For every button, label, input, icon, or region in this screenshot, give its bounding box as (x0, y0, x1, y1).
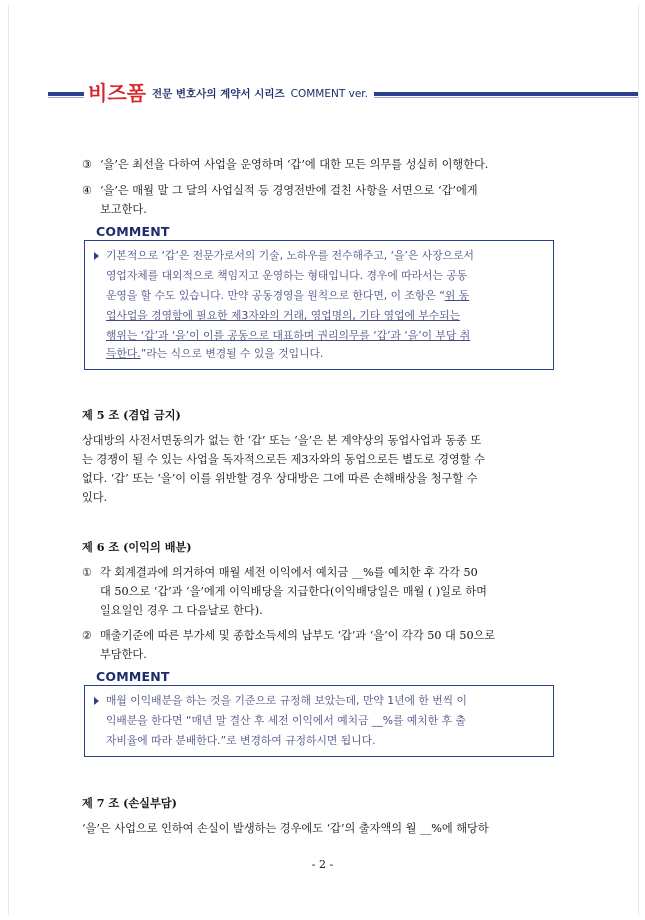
article-6-item-1-cont: 대 50으로 ‘갑’과 ‘을’에게 이익배당을 지급한다(이익배당일은 매월 ( )일로 하며 (100, 585, 487, 598)
article-6-item-2-cont: 부담한다. (100, 648, 147, 661)
article-6-item-1 (82, 563, 478, 583)
article-5-line: 있다. (82, 491, 108, 504)
comment-line: 자비율에 따라 분배한다.”로 변경하여 규정하시면 됩니다. (106, 734, 376, 747)
clause-4-cont: 보고한다. (100, 203, 147, 216)
article-7-line: ‘을’은 사업으로 인하여 손실이 발생하는 경우에도 ‘갑’의 출자액의 월 __%에 해당하 (82, 822, 489, 835)
article-5-line: 없다. ‘갑’ 또는 ‘을’이 이를 위반할 경우 상대방은 그에 따른 손해배상을 청구할 수 (82, 472, 478, 485)
series-title: 전문 변호사의 계약서 시리즈 (151, 88, 285, 100)
article-5-line: 는 경쟁이 될 수 있는 사업을 독자적으로든 제3자와의 동업으로든 별도로 경영할 수 (82, 453, 485, 466)
clause-number: ③ (82, 158, 93, 171)
comment-line: 영업자체를 대외적으로 책임지고 운영하는 형태입니다. 경우에 따라서는 공동 (106, 269, 468, 282)
comment-line (106, 286, 469, 306)
comment-text: 운영을 할 수도 있습니다. 만약 공동경영을 원칙으로 한다면, 이 조항은 “ (106, 289, 445, 302)
clause-text: ‘을’은 매월 말 그 달의 사업실적 등 경영전반에 걸친 사항을 서면으로 ‘갑’에게 (100, 184, 478, 197)
bullet-arrow-icon (94, 697, 99, 705)
comment-underlined-text: 득한다. (106, 347, 141, 360)
comment-underlined-line: 업사업을 경영함에 필요한 제3자와의 거래, 영업명의, 기타 영업에 부수되는 (106, 309, 461, 322)
comment-line (106, 344, 323, 364)
version-label: COMMENT ver. (290, 88, 368, 100)
comment-line: 매월 이익배분을 하는 것을 기준으로 규정해 보았는데, 만약 1년에 한 번씩 이 (106, 694, 467, 707)
comment-line: 기본적으로 ‘갑’은 전문가로서의 기술, 노하우를 전수해주고, ‘을’은 사장으로서 (106, 249, 474, 262)
clause-3 (82, 155, 488, 175)
article-5-line: 상대방의 사전서면동의가 없는 한 ‘갑’ 또는 ‘을’은 본 계약상의 동업사업과 동종 또 (82, 434, 482, 447)
comment-line: 익배분을 한다면 “매년 말 결산 후 세전 이익에서 예치금 __%를 예치한 후 출 (106, 714, 466, 727)
header (84, 80, 374, 104)
brand-logo: 비즈폼 (88, 81, 146, 105)
comment-text: ”라는 식으로 변경될 수 있을 것입니다. (140, 347, 324, 360)
clause-4 (82, 181, 478, 201)
page-number: - 2 - (311, 858, 334, 871)
comment-underlined-text: 위 동 (444, 289, 470, 302)
comment-underlined-line: 행위는 ‘갑’과 ‘을’이 이를 공동으로 대표하며 권리의무를 ‘갑’과 ‘을’이 부담 취 (106, 329, 471, 342)
bullet-arrow-icon (94, 252, 99, 260)
article-5-title: 제 5 조 (겸업 금지) (82, 408, 181, 422)
clause-text: ‘을’은 최선을 다하여 사업을 운영하며 ‘갑’에 대한 모든 의무를 성실히 이행한다. (100, 158, 489, 171)
clause-number: ② (82, 629, 93, 642)
article-6-item-2 (82, 626, 495, 646)
clause-text: 각 회계결과에 의거하여 매월 세전 이익에서 예치금 __%를 예치한 후 각각 50 (100, 566, 478, 579)
article-6-item-1-cont: 일요일인 경우 그 다음날로 한다). (100, 604, 263, 617)
clause-number: ① (82, 566, 93, 579)
article-7-title: 제 7 조 (손실부담) (82, 796, 177, 810)
comment-label: COMMENT (96, 669, 170, 684)
clause-text: 매출기준에 따른 부가세 및 종합소득세의 납부도 ‘갑’과 ‘을’이 각각 50 대 50으로 (100, 629, 496, 642)
comment-label: COMMENT (96, 224, 170, 239)
article-6-title: 제 6 조 (이익의 배분) (82, 540, 192, 554)
clause-number: ④ (82, 184, 93, 197)
